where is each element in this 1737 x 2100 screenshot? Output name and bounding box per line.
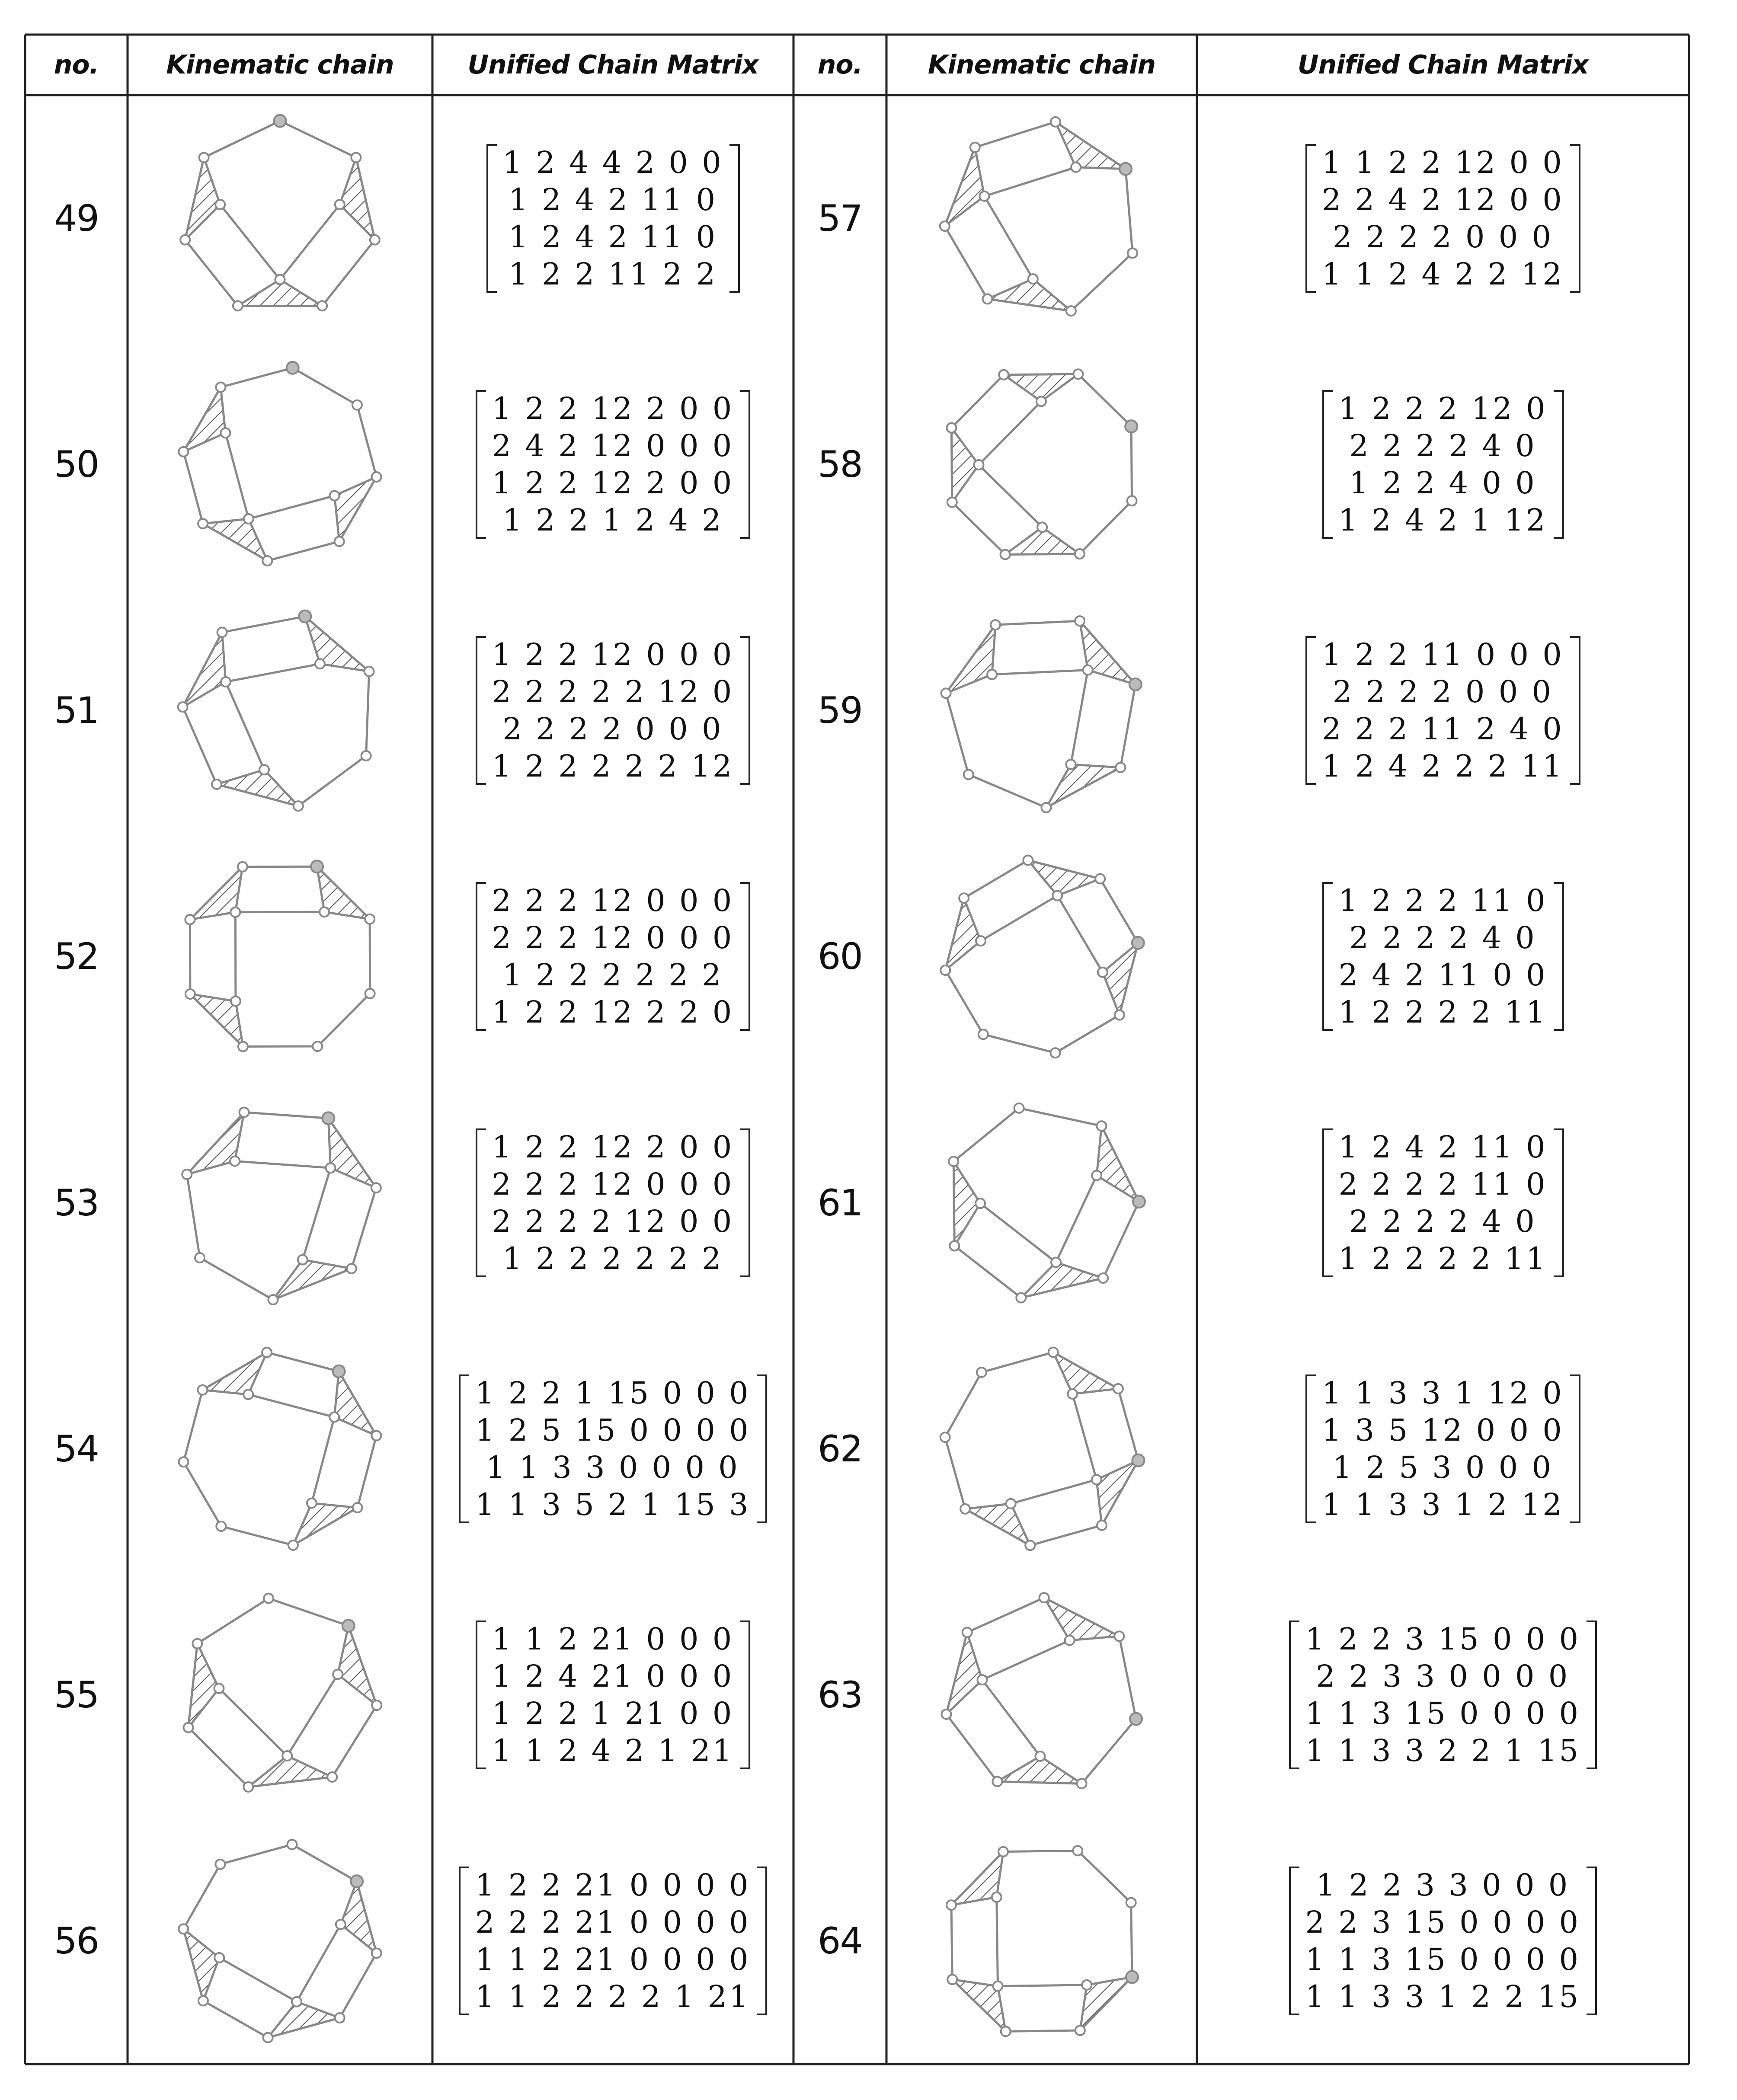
kinematic-chain-diagram	[179, 1348, 381, 1550]
matrix-row: 2 2 2 21 0 0 0 0	[475, 1905, 751, 1940]
row-number: 49	[54, 197, 99, 240]
kinematic-chain-diagram	[179, 1840, 381, 2042]
matrix-row: 1 2 4 21 0 0 0	[492, 1659, 734, 1694]
matrix-row: 1 2 2 2 2 2 12	[492, 748, 734, 784]
matrix-row: 1 2 2 12 2 0 0	[492, 1129, 734, 1165]
matrix-row: 1 2 2 12 2 0 0	[492, 465, 734, 501]
matrix-row: 1 3 5 12 0 0 0	[1322, 1412, 1564, 1448]
matrix-row: 1 2 4 4 2 0 0	[502, 144, 723, 180]
row-number: 61	[818, 1181, 862, 1224]
kinematic-chain-diagram	[940, 856, 1144, 1058]
unified-chain-matrix	[1322, 1128, 1564, 1277]
matrix-row: 1 1 2 4 2 2 12	[1322, 256, 1564, 292]
matrix-row: 1 2 2 2 12 0	[1338, 390, 1548, 426]
unified-chain-matrix	[476, 1621, 751, 1769]
matrix-row: 2 2 2 12 0 0 0	[492, 920, 734, 956]
kinematic-chain-diagram	[940, 1347, 1145, 1550]
matrix-row: 1 1 3 3 1 2 2 15	[1305, 1979, 1581, 2015]
matrix-row: 1 2 5 15 0 0 0 0	[475, 1412, 751, 1448]
matrix-row: 1 2 2 11 0 0 0	[1322, 637, 1564, 673]
row-number: 51	[54, 689, 99, 732]
kinematic-chain-diagram	[185, 860, 374, 1051]
matrix-row: 2 4 2 11 0 0	[1338, 957, 1548, 993]
unified-chain-matrix	[476, 882, 751, 1031]
header-matrix-left: Unified Chain Matrix	[467, 50, 758, 80]
unified-chain-matrix	[486, 144, 740, 293]
matrix-row: 2 2 2 2 0 0 0	[502, 711, 723, 747]
matrix-row: 2 2 2 2 12 0 0	[492, 1203, 734, 1239]
row-number: 55	[54, 1674, 99, 1716]
matrix-row: 1 2 2 2 11 0	[1338, 883, 1548, 919]
kinematic-chain-diagram	[947, 369, 1137, 559]
matrix-row: 1 2 4 2 2 2 11	[1322, 748, 1564, 784]
matrix-row: 1 2 2 2 2 11	[1338, 1240, 1548, 1276]
row-number: 54	[54, 1427, 99, 1470]
unified-chain-matrix	[459, 1374, 767, 1523]
kinematic-chain-diagram	[178, 611, 374, 811]
kinematic-chain-diagram	[940, 117, 1137, 316]
matrix-row: 2 2 2 2 11 0	[1338, 1166, 1548, 1202]
matrix-row: 2 2 3 3 0 0 0 0	[1316, 1659, 1570, 1694]
matrix-row: 1 1 2 2 2 2 1 21	[475, 1979, 751, 2015]
matrix-row: 1 2 5 3 0 0 0	[1332, 1449, 1554, 1485]
matrix-row: 1 1 2 21 0 0 0	[492, 1621, 734, 1657]
matrix-row: 1 1 3 3 2 2 1 15	[1305, 1733, 1581, 1769]
matrix-row: 2 4 2 12 0 0 0	[492, 428, 734, 463]
unified-chain-matrix	[476, 390, 751, 539]
header-chain-right: Kinematic chain	[928, 50, 1156, 80]
matrix-row: 2 2 3 15 0 0 0 0	[1305, 1905, 1581, 1940]
matrix-row: 1 2 2 2 2 11	[1338, 994, 1548, 1030]
matrix-row: 1 2 2 3 3 0 0 0	[1316, 1867, 1570, 1903]
matrix-row: 1 1 3 3 1 12 0	[1322, 1375, 1564, 1411]
header-chain-left: Kinematic chain	[166, 50, 394, 80]
matrix-row: 1 1 3 15 0 0 0 0	[1305, 1696, 1581, 1732]
row-number: 63	[818, 1674, 862, 1716]
matrix-row: 1 2 2 12 0 0 0	[492, 637, 734, 673]
kinematic-chain-diagram	[182, 1107, 381, 1304]
header-no-left: no.	[54, 50, 99, 80]
matrix-row: 1 1 3 3 0 0 0 0	[486, 1449, 740, 1485]
unified-chain-matrix	[476, 636, 751, 785]
header-matrix-right: Unified Chain Matrix	[1297, 50, 1589, 80]
matrix-row: 2 2 4 2 12 0 0	[1322, 182, 1564, 217]
matrix-row: 2 2 2 2 2 12 0	[492, 674, 734, 710]
row-number: 50	[54, 443, 99, 486]
matrix-row: 2 2 2 2 0 0 0	[1332, 674, 1554, 710]
matrix-row: 1 1 2 2 12 0 0	[1322, 144, 1564, 180]
kinematic-chain-diagram	[941, 616, 1142, 812]
matrix-row: 1 2 2 21 0 0 0 0	[475, 1867, 751, 1903]
matrix-row: 1 2 4 2 11 0	[1338, 1129, 1548, 1165]
matrix-row: 1 2 4 2 11 0	[509, 219, 718, 255]
unified-chain-matrix	[1322, 390, 1564, 539]
matrix-row: 1 2 4 2 1 12	[1338, 502, 1548, 538]
row-number: 56	[54, 1920, 99, 1963]
matrix-row: 2 2 2 2 4 0	[1349, 428, 1537, 463]
matrix-row: 1 2 4 2 11 0	[509, 182, 718, 217]
matrix-row: 1 2 2 1 21 0 0	[492, 1696, 734, 1732]
header-no-right: no.	[817, 50, 863, 80]
matrix-row: 1 2 2 3 15 0 0 0	[1305, 1621, 1581, 1657]
matrix-row: 2 2 2 12 0 0 0	[492, 1166, 734, 1202]
unified-chain-matrix	[1289, 1867, 1597, 2015]
matrix-row: 1 1 3 3 1 2 12	[1322, 1486, 1564, 1522]
matrix-row: 1 2 2 11 2 2	[509, 256, 718, 292]
kinematic-chain-diagram	[180, 115, 380, 311]
kinematic-chain-diagram	[179, 362, 381, 566]
row-number: 60	[818, 935, 862, 978]
matrix-row: 1 2 2 2 2 2 2	[502, 1240, 723, 1276]
unified-chain-matrix	[476, 1128, 751, 1277]
unified-chain-matrix	[1305, 1374, 1580, 1523]
matrix-row: 1 2 2 1 2 4 2	[502, 502, 723, 538]
matrix-row: 1 1 2 4 2 1 21	[492, 1733, 734, 1769]
kinematic-chain-diagram	[949, 1103, 1145, 1303]
row-number: 59	[818, 689, 862, 732]
unified-chain-matrix	[459, 1867, 767, 2015]
matrix-row: 1 2 2 1 15 0 0 0	[475, 1375, 751, 1411]
unified-chain-matrix	[1305, 636, 1580, 785]
matrix-row: 2 2 2 2 4 0	[1349, 920, 1537, 956]
matrix-row: 1 1 3 5 2 1 15 3	[475, 1486, 751, 1522]
row-number: 57	[818, 197, 862, 240]
matrix-row: 2 2 2 2 0 0 0	[1332, 219, 1554, 255]
matrix-row: 2 2 2 12 0 0 0	[492, 883, 734, 919]
matrix-row: 1 2 2 2 2 2 2	[502, 957, 723, 993]
row-number: 58	[818, 443, 862, 486]
matrix-row: 2 2 2 11 2 4 0	[1322, 711, 1564, 747]
row-number: 64	[818, 1920, 862, 1963]
row-number: 53	[54, 1181, 99, 1224]
kinematic-chain-diagram	[941, 1593, 1142, 1788]
row-number: 52	[54, 935, 99, 978]
unified-chain-matrix	[1289, 1621, 1597, 1769]
unified-chain-matrix	[1322, 882, 1564, 1031]
matrix-row: 1 1 3 15 0 0 0 0	[1305, 1942, 1581, 1978]
matrix-row: 1 2 2 12 2 2 0	[492, 994, 734, 1030]
unified-chain-matrix	[1305, 144, 1580, 293]
kinematic-chain-diagram	[947, 1846, 1138, 2036]
matrix-row: 1 1 2 21 0 0 0 0	[475, 1942, 751, 1978]
row-number: 62	[818, 1427, 862, 1470]
kinematic-chain-diagram	[184, 1594, 382, 1792]
matrix-row: 1 2 2 4 0 0	[1349, 465, 1537, 501]
matrix-row: 2 2 2 2 4 0	[1349, 1203, 1537, 1239]
matrix-row: 1 2 2 12 2 0 0	[492, 390, 734, 426]
